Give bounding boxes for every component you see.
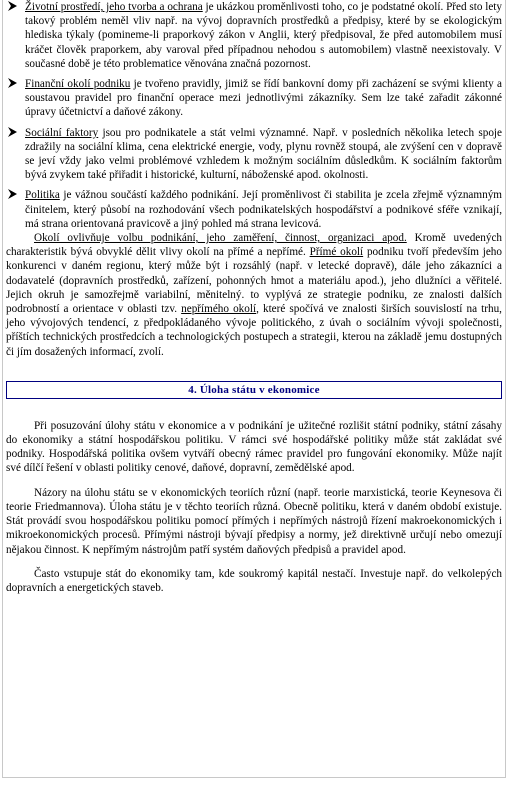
bullet-term: Finanční okolí podniku [25,78,131,91]
bullet-term: Sociální faktory [25,126,99,139]
bullet-item [6,126,502,183]
section-heading: 4. Úloha státu v ekonomice [6,381,502,399]
paragraph-gap [6,476,502,486]
summary-text: podniku tvoří především jeho konkurenci v daném regionu, který může být i rozsáhlý (např. v letecké dopravě), dále jeho zákazníci a dodavatelé (dopravních prostředků, zařízení, pohonných hmot a materiálu apod.), jeho dlužníci a věřitelé. Jejich okruh je samozřejmě variabilní, měnitelný. to vyplývá ze strategie podniku, ze znalosti dalších podrobností a orientace v oblasti tzv. [6,246,502,316]
bullet-item [6,77,502,120]
direct-environment-term: Přímé okolí [309,246,364,259]
bullet-text: jsou pro podnikatele a stát velmi významné. Např. v posledních několika letech spoje zdražily na sociální klima, cena elektrické energie, vody, plynu rovněž stoupá, ale zvýšení cen v dopravě se jeví vždy jako velmi problémové vzhledem k možným sociálním důsledkům. K sociálním faktorům bývá zvykem také přiřadit i historické, kulturní, náboženské apod. okolnosti. [25,126,502,182]
arrow-bullet-icon [7,0,20,13]
arrow-bullet-icon [7,126,20,139]
document-page [2,0,506,778]
document-content [6,0,502,595]
arrow-bullet-icon [7,188,20,201]
indirect-environment-term: nepřímého okolí [181,303,257,316]
bullet-text: je tvořeno pravidly, jimiž se řídí bankovní domy při zacházení se svými klienty a soustavou pravidel pro finanční operace mezi jednotlivými zákazníky. Sem lze také zařadit zákonné úpravy účetnictví a daňové zákony. [25,78,502,119]
summary-text: , které spočívá ve znalosti širších souvislostí na trhu, jeho vývojových tendencí, z předpokládaného vývoje politického, z úvah o sociálním vývoji společnosti, příštích technických prostředcích a technologických postupech a strategii, kterou na základě jemu dostupných či jím dosažených informací, zvolí. [6,303,502,358]
bullet-item [6,0,502,71]
body-paragraph: Často vstupuje stát do ekonomiky tam, kde soukromý kapitál nestačí. Investuje např. do velkolepých dopravních a energetických staveb. [6,567,502,594]
summary-text: Kromě uvedených charakteristik bývá obvyklé dělit vlivy okolí na přímé a nepřímé. [6,232,502,259]
summary-lead: Okolí ovlivňuje volbu podnikání, jeho zaměření, činnost, organizaci apod. [34,232,407,245]
bullet-term: Životní prostředí, jeho tvorba a ochrana [25,1,203,13]
bullet-item [6,188,502,231]
bullet-text: je ukázkou proměnlivosti toho, co je podstatné okolí. Před sto lety takový problém neměl vliv např. na vývoj dopravních prostředků a předpisy, které by se ekologickým hlediska týkaly (pomineme-li praporkový zákon v Anglii, který předpisoval, že před automobilem musí kráčet člověk praporkem, aby varoval před případnou nehodou s automobilem) vlastně neexistovaly. V současné době je této problematice věnována značná pozornost. [25,1,503,70]
bullet-term: Politika [25,189,60,202]
bullet-text: je vážnou součástí každého podnikání. Její proměnlivost či stabilita je zcela zřejmě významným činitelem, který působí na rozhodování všech podnikatelských hospodářství a podnikové sféře vznikají, má strana orientovaná pravicově a jiný pohled má strana levicová. [25,189,502,230]
body-paragraph: Názory na úlohu státu se v ekonomických teoriích různí (např. teorie marxistická, teorie Keynesova či teorie Friedmannova). Úloha státu je v těchto teoriích různá. Obecně politiku, která v daném období existuje. Stát provádí svou hospodářskou politiku pomocí přímých i nepřímých nástrojů řízení makroekonomických i mikroekonomických procesů. Přímými nástroji bývají předpisy a normy, jež direktivně určují nebo omezují nějakou činnost. K nepřímým nástrojům patří systém daňových předpisů a pravidel apod. [6,486,502,556]
paragraph-gap [6,557,502,567]
arrow-bullet-icon [7,77,20,90]
summary-paragraph [6,231,502,359]
body-paragraph: Při posuzování úlohy státu v ekonomice a v podnikání je užitečné rozlišit státní podniky, státní zásahy do ekonomiky a státní hospodářskou politiku. V rámci své hospodářské politiky může stát zakládat své podniky. Hospodářská politika ovšem vytváří obecný rámec pravidel pro fungování ekonomiky. Může najít své dílčí řešení v oblasti politiky cenové, daňové, dopravní, zemědělské apod. [6,419,502,475]
